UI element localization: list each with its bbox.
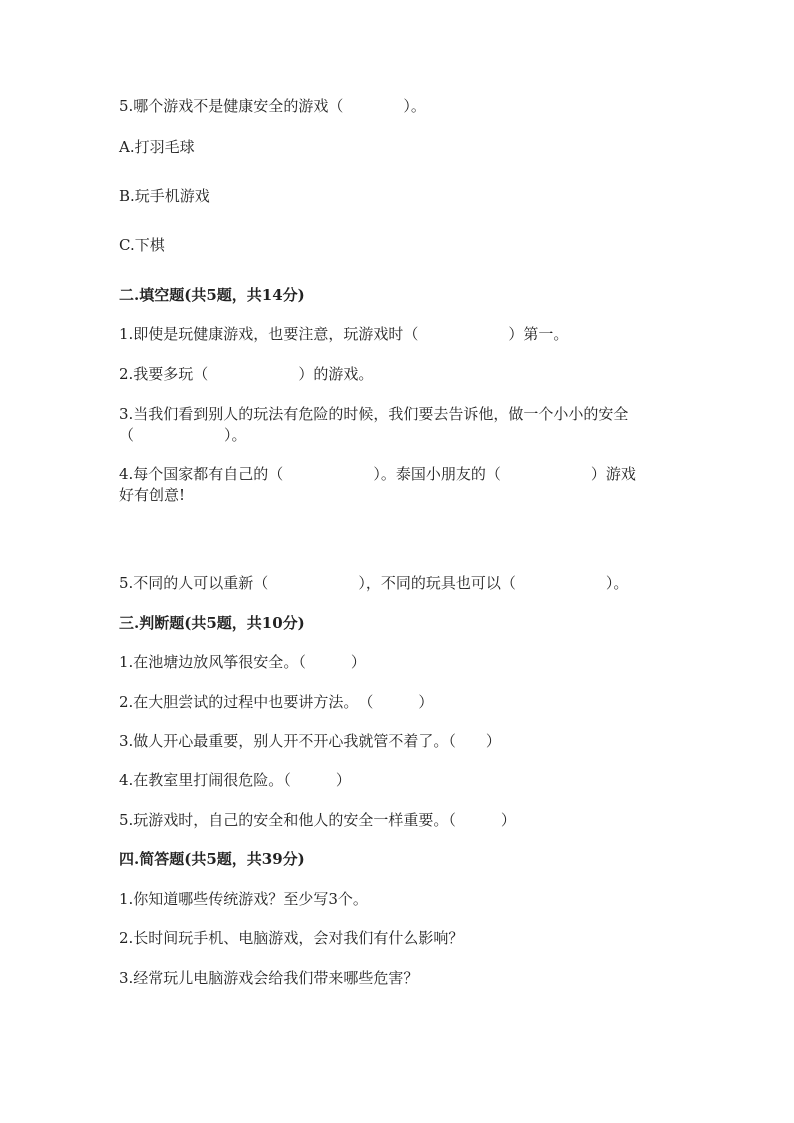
fill-question-3-line-1: 3.当我们看到别人的玩法有危险的时候，我们要去告诉他，做一个小小的安全 — [119, 405, 629, 423]
judge-question-4: 4.在教室里打闹很危险。（ ） — [119, 771, 351, 789]
section-4-heading: 四.简答题(共5题，共39分) — [119, 850, 305, 868]
option-a: A.打羽毛球 — [119, 138, 195, 156]
fill-question-3-line-2: （ ）。 — [119, 426, 247, 444]
judge-question-5: 5.玩游戏时，自己的安全和他人的安全一样重要。（ ） — [119, 811, 516, 829]
short-answer-question-1: 1.你知道哪些传统游戏？至少写3个。 — [119, 890, 368, 908]
short-answer-question-2: 2.长时间玩手机、电脑游戏，会对我们有什么影响？ — [119, 929, 464, 947]
option-b: B.玩手机游戏 — [119, 187, 210, 205]
fill-question-2: 2.我要多玩（ ）的游戏。 — [119, 365, 374, 383]
section-3-heading: 三.判断题(共5题，共10分) — [119, 614, 305, 632]
judge-question-1: 1.在池塘边放风筝很安全。（ ） — [119, 653, 366, 671]
fill-question-4-line-2: 好有创意! — [119, 486, 186, 504]
fill-question-5: 5.不同的人可以重新（ ），不同的玩具也可以（ ）。 — [119, 574, 629, 592]
fill-question-4-line-1: 4.每个国家都有自己的（ ）。泰国小朋友的（ ）游戏 — [119, 465, 636, 483]
judge-question-3: 3.做人开心最重要，别人开不开心我就管不着了。（ ） — [119, 732, 501, 750]
option-c: C.下棋 — [119, 236, 165, 254]
question-1-5: 5.哪个游戏不是健康安全的游戏（ ）。 — [119, 97, 426, 115]
short-answer-question-3: 3.经常玩儿电脑游戏会给我们带来哪些危害？ — [119, 969, 419, 987]
fill-question-1: 1.即使是玩健康游戏，也要注意，玩游戏时（ ）第一。 — [119, 325, 569, 343]
judge-question-2: 2.在大胆尝试的过程中也要讲方法。 （ ） — [119, 693, 434, 711]
section-2-heading: 二.填空题(共5题，共14分) — [119, 286, 305, 304]
